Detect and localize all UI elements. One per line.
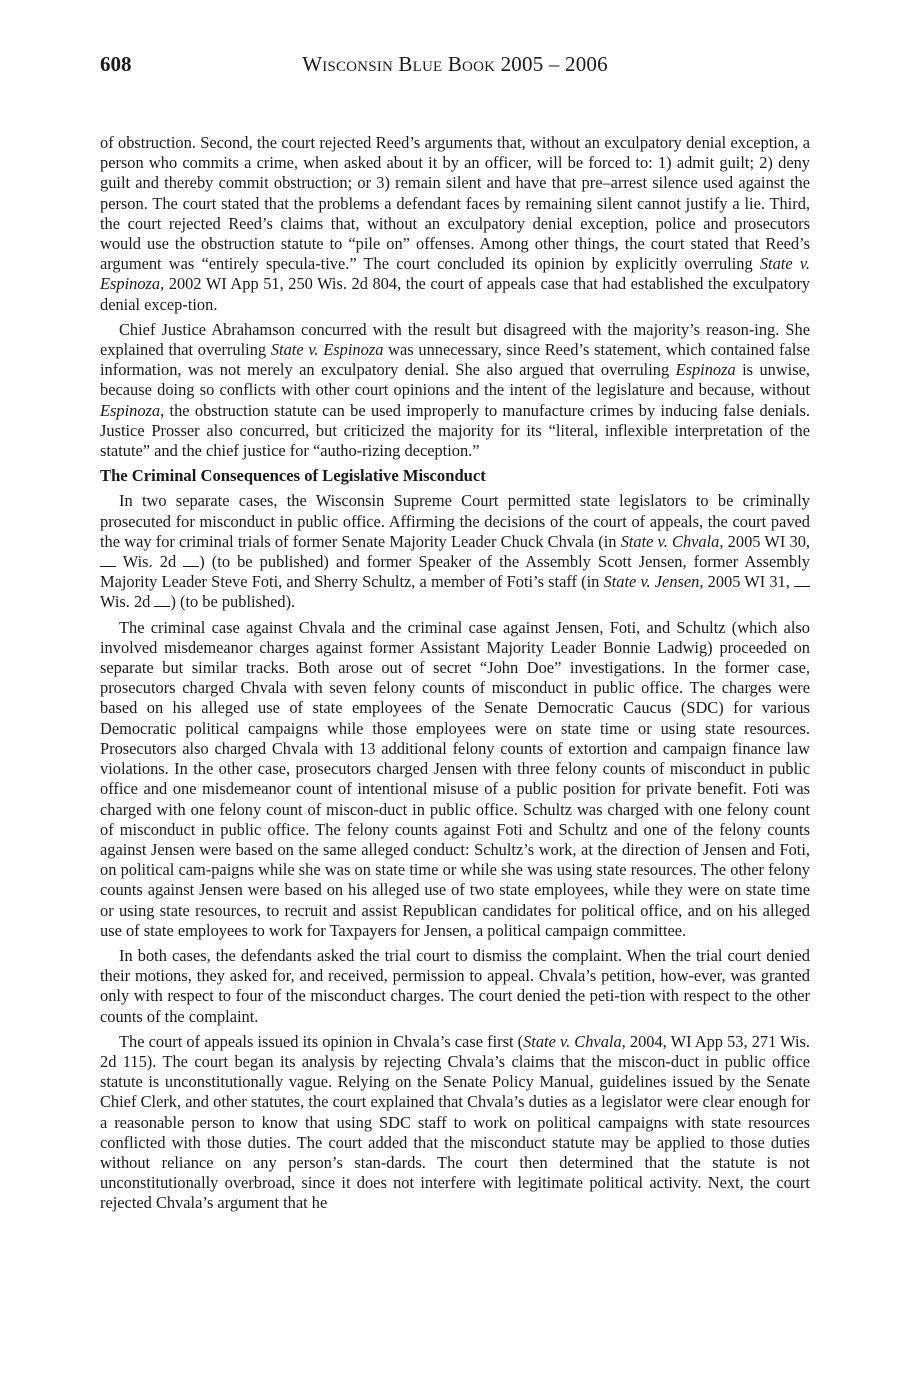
body-text	[100, 133, 810, 1219]
text-run: , 2004, WI App 53, 271 Wis. 2d 115). The court began its analysis by rejecting Chvala’s claims that the miscon-duct in public office statute is unconstitutionally vague. Relying on the Senate Policy Manual, guidelines issued by the Senate Chief Clerk, and other statutes, the court explained that Chvala’s duties as a legislator were clear enough for a reasonable person to know that using SDC staff to work on political campaigns with state resources conflicted with those duties. The court added that the misconduct statute may be applied to those duties without reliance on any person’s stan-dards. The court then determined that the statute is not unconstitutionally overbroad, since it does not interfere with legitimate political activity. Next, the court rejected Chvala’s argument that he	[100, 1031, 810, 1213]
text-run: The court of appeals issued its opinion in Chvala’s case first (	[119, 1031, 524, 1051]
text-run: , the obstruction statute can be used improperly to manufacture crimes by inducing false denials. Justice Prosser also concurred, but criticized the majority for its “literal, inflexible interpretation of the statute” and the chief justice for “autho-rizing deception.”	[100, 400, 810, 461]
case-citation: State v. Chvala	[523, 1031, 622, 1051]
text-run: was unnecessary, since Reed’s statement, which contained false information, was not merely an exculpatory denial. She also argued that overruling	[100, 340, 810, 380]
citation-blank	[794, 572, 810, 587]
case-citation: State v. Jensen	[603, 572, 700, 592]
citation-blank	[100, 552, 116, 567]
case-citation: State v. Espinoza	[100, 254, 810, 294]
case-citation: State v. Espinoza	[270, 340, 384, 360]
paragraph-6	[100, 1032, 810, 1214]
page-number: 608	[100, 52, 132, 76]
case-citation: State v. Chvala	[620, 531, 720, 551]
text-run: , 2005 WI 30,	[719, 531, 810, 551]
text-run: Wis. 2d	[100, 592, 155, 612]
text-run: of obstruction. Second, the court rejected Reed’s arguments that, without an exculpatory denial exception, a person who commits a crime, when asked about it by an officer, will be forced to: 1) admit guilt; 2) deny guilt and thereby commit obstruction; or 3) remain silent and have that pre–arrest silence used against the person. The court stated that the problems a defendant faces by remaining silent cannot justify a lie. Third, the court rejected Reed’s claims that, without an exculpatory denial exception, police and prosecutors would use the obstruction statute to “pile on” offenses. Among other things, the court stated that Reed’s argument was “entirely specula-tive.” The court concluded its opinion by explicitly overruling	[100, 133, 810, 274]
text-run: Chief Justice Abrahamson concurred with the result but disagreed with the majority’s reason-ing. She explained that overruling	[100, 319, 810, 360]
text-run: is unwise, because doing so conflicts with other court opinions and the intent of the legislature and because, without	[100, 360, 810, 400]
paragraph-4: The criminal case against Chvala and the criminal case against Jensen, Foti, and Schultz (which also involved misdemeanor charges against former Assistant Majority Leader Bonnie Ladwig) proceeded on separate but similar tracks. Both arose out of secret “John Doe” investigations. In the former case, prosecutors charged Chvala with seven felony counts of misconduct in public office. The charges were based on his alleged use of state employees of the Senate Democratic Caucus (SDC) for various Democratic political campaigns while those employees were on state time or using state resources. Prosecutors also charged Chvala with 13 additional felony counts of extortion and campaign finance law violations. In the other case, prosecutors charged Jensen with three felony counts of misconduct in public office and one misdemeanor count of intentional misuse of a public position for private benefit. Foti was charged with one felony count of miscon-duct in public office. Schultz was charged with one felony count of misconduct in public office. The felony counts against Foti and Schultz and one of the felony counts against Jensen were based on the same alleged conduct: Schultz’s work, at the direction of Jensen and Foti, on political cam-paigns while she was on state time or while she was using state resources. The other felony counts against Jensen were based on his alleged use of two state employees, while they were on state time or using state resources, to recruit and assist Republican candidates for political office, and on his alleged use of state employees to work for Taxpayers for Jensen, a political campaign committee.	[100, 617, 810, 940]
paragraph-1	[100, 133, 810, 315]
citation-blank	[183, 552, 199, 567]
paragraph-2	[100, 320, 810, 461]
case-citation: Espinoza	[100, 400, 161, 420]
text-run: In two separate cases, the Wisconsin Supreme Court permitted state legislators to be criminally prosecuted for misconduct in public office. Affirming the decisions of the court of appeals, the court paved the way for criminal trials of former Senate Majority Leader Chuck Chvala (in	[100, 491, 810, 551]
citation-blank	[154, 592, 170, 607]
page-header	[100, 52, 810, 86]
paragraph-3	[100, 491, 810, 612]
paragraph-5: In both cases, the defendants asked the trial court to dismiss the complaint. When the trial court denied their motions, they asked for, and received, permission to appeal. Chvala’s petition, how-ever, was granted only with respect to four of the misconduct charges. The court denied the peti-tion with respect to the other counts of the complaint.	[100, 945, 810, 1026]
case-citation: Espinoza	[675, 360, 736, 380]
running-title: Wisconsin Blue Book 2005 – 2006	[302, 52, 608, 76]
text-run: Wis. 2d	[116, 552, 184, 572]
text-run: , 2002 WI App 51, 250 Wis. 2d 804, the court of appeals case that had established the exculpatory denial excep-tion.	[100, 274, 810, 314]
text-run: , 2005 WI 31,	[699, 572, 794, 592]
text-run: ) (to be published).	[170, 592, 296, 612]
section-heading: The Criminal Consequences of Legislative Misconduct	[100, 466, 486, 486]
text-run: ) (to be published) and former Speaker of the Assembly Scott Jensen, former Assembly Majority Leader Steve Foti, and Sherry Schultz, a member of Foti’s staff (in	[100, 552, 811, 592]
